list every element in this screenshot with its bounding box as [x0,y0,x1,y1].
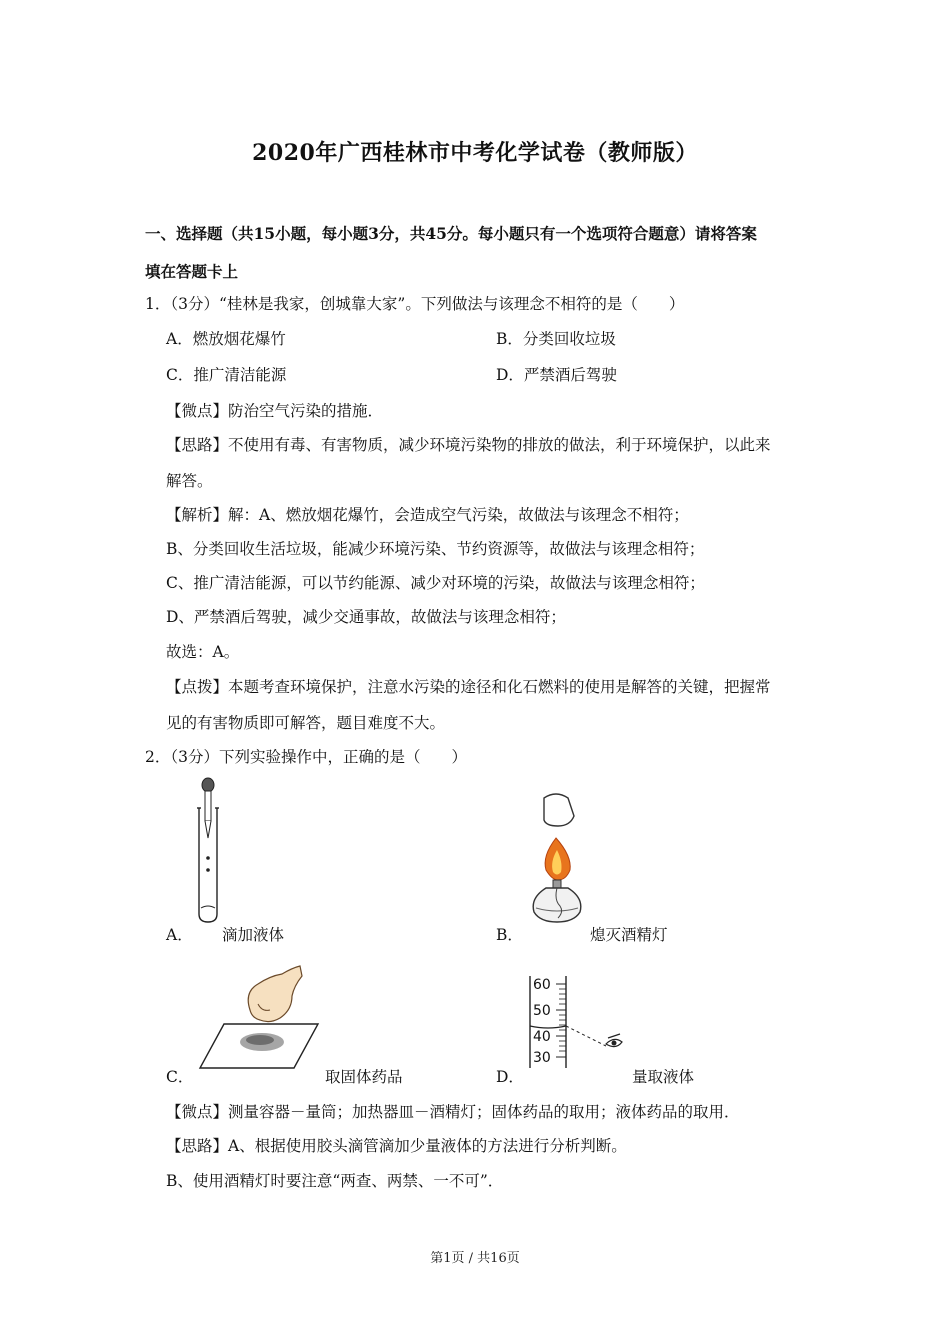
q1-dianbo: 【点拨】本题考查环境保护，注意水污染的途径和化石燃料的使用是解答的关键，把握常 [166,678,771,696]
q2-option-b-caption: 熄灭酒精灯 [590,926,668,944]
q1-jiexi-b: B、分类回收生活垃圾，能减少环境污染、节约资源等，故做法与该理念相符； [166,540,705,558]
q2-option-c-caption: 取固体药品 [325,1068,403,1086]
alcohol-lamp-figure [522,790,592,926]
q1-dianbo-cont: 见的有害物质即可解答，题目难度不大。 [166,714,446,732]
q1-option-c: C．推广清洁能源 [166,366,287,384]
section-heading-cont: 填在答题卡上 [145,262,239,281]
q2-option-a-letter: A． [166,926,193,944]
q2-option-d-letter: D． [496,1068,524,1086]
q1-jiexi-c: C、推广清洁能源，可以节约能源、减少对环境的污染，故做法与该理念相符； [166,574,705,592]
page-footer: 第1页 / 共16页 [430,1251,520,1266]
page-title: 2020年广西桂林市中考化学试卷（教师版） [252,140,698,166]
q2-option-b-letter: B． [496,926,523,944]
q1-stem: 1．（3分）“桂林是我家，创城靠大家”。下列做法与该理念不相符的是（ ） [145,295,685,313]
dropper-test-tube-figure [190,776,226,926]
q2-silu-b: B、使用酒精灯时要注意“两查、两禁、一不可”． [166,1172,504,1190]
q1-jiexi: 【解析】解：A、燃放烟花爆竹，会造成空气污染，故做法与该理念不相符； [166,506,689,524]
q2-silu: 【思路】A、根据使用胶头滴管滴加少量液体的方法进行分析判断。 [166,1137,627,1155]
cylinder-tick-40: 40 [533,1029,551,1045]
q2-option-d-caption: 量取液体 [632,1068,695,1086]
q2-option-c-letter: C． [166,1068,194,1086]
section-heading: 一、选择题（共15小题，每小题3分，共45分。每小题只有一个选项符合题意）请将答案 [145,224,757,243]
q2-stem: 2．（3分）下列实验操作中，正确的是（ ） [145,748,467,766]
q1-answer: 故选：A。 [166,643,240,661]
q1-option-a: A．燃放烟花爆竹 [166,330,286,348]
q2-weidian: 【微点】测量容器－量筒；加热器皿－酒精灯；固体药品的取用；液体药品的取用． [166,1103,740,1121]
q1-jiexi-d: D、严禁酒后驾驶，减少交通事故，故做法与该理念相符； [166,608,566,626]
q2-option-a-caption: 滴加液体 [222,926,285,944]
cylinder-tick-50: 50 [533,1003,551,1019]
q1-silu-cont: 解答。 [166,472,213,490]
q1-option-d: D．严禁酒后驾驶 [496,366,617,384]
cylinder-tick-30: 30 [533,1050,551,1066]
hand-solid-reagent-figure [196,962,326,1074]
q1-option-b: B．分类回收垃圾 [496,330,616,348]
q1-weidian: 【微点】防治空气污染的措施． [166,402,384,420]
cylinder-tick-60: 60 [533,977,551,993]
q1-silu: 【思路】不使用有毒、有害物质，减少环境污染物的排放的做法，利于环境保护，以此来 [166,436,771,454]
